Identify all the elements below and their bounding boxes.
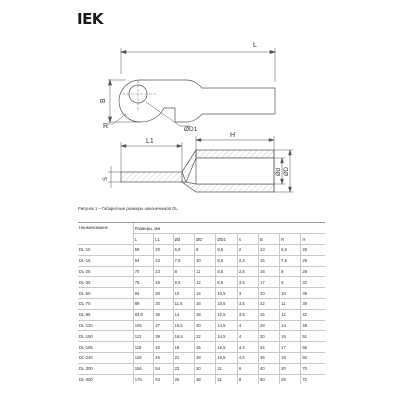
table-cell: 16 (259, 266, 280, 277)
column-header: H (301, 234, 325, 245)
table-cell: 40 (259, 363, 280, 374)
table-cell: 63 (154, 374, 173, 384)
table-cell: 21 (216, 374, 238, 384)
table-cell: 16 (195, 298, 216, 309)
table-cell: 156 (133, 363, 154, 374)
table-cell: 19 (173, 342, 194, 353)
table-cell: 10,5 (216, 288, 238, 299)
table-cell: 11,5 (173, 298, 194, 309)
row-name-cell: DL-240 (78, 352, 133, 363)
table-cell: 13 (259, 245, 280, 256)
table-cell: 59 (133, 245, 154, 256)
table-cell: 34 (259, 342, 280, 353)
table-cell: 12 (195, 277, 216, 288)
table-row (78, 352, 325, 363)
table-cell: 23 (154, 255, 173, 266)
table-cell: 42 (301, 309, 325, 320)
table-cell: 18 (195, 309, 216, 320)
table-row (78, 309, 325, 320)
table-row (78, 342, 325, 353)
table-cell: 8,5 (216, 277, 238, 288)
dim-label-D1: ØD1 (184, 126, 198, 133)
row-name-cell: DL-10 (78, 245, 133, 256)
table-cell: 40 (154, 342, 173, 353)
table-cell: 16,5 (216, 352, 238, 363)
table-cell: 4,4 (237, 342, 258, 353)
row-name-cell: DL-16 (78, 255, 133, 266)
table-cell: 7,5 (173, 255, 194, 266)
table-cell: 11 (195, 266, 216, 277)
dim-label-S: S (103, 176, 109, 181)
table-row (78, 298, 325, 309)
row-name-cell: DL-25 (78, 266, 133, 277)
dimensions-table (78, 222, 325, 384)
row-name-cell: DL-185 (78, 342, 133, 353)
table-cell: 12 (280, 309, 301, 320)
table-cell: 10 (280, 288, 301, 299)
table-cell: 15 (280, 331, 301, 342)
table-cell: 10,5 (216, 298, 238, 309)
table-cell: 22 (259, 298, 280, 309)
table-cell: 15,5 (173, 320, 194, 331)
table-cell: 30 (154, 288, 173, 299)
table-cell: 14 (173, 309, 194, 320)
table-cell: 38 (195, 374, 216, 384)
table-cell: 89 (133, 298, 154, 309)
table-cell: 8,5 (173, 277, 194, 288)
table-cell: 39 (154, 331, 173, 342)
table-cell: 30 (195, 363, 216, 374)
table-row (78, 320, 325, 331)
table-cell: 75 (133, 277, 154, 288)
table-cell: 105 (133, 320, 154, 331)
dim-label-L: L (253, 42, 257, 49)
table-row (78, 255, 325, 266)
table-cell: 16,5 (216, 342, 238, 353)
table-cell: 70 (301, 363, 325, 374)
table-cell: 8,5 (216, 245, 238, 256)
table-row (78, 363, 325, 374)
column-header: ØD1 (216, 234, 238, 245)
table-cell: 21 (173, 352, 194, 363)
table-cell: 3,5 (237, 277, 258, 288)
table-cell: 26 (173, 374, 194, 384)
table-cell: 4 (237, 331, 258, 342)
column-header: R (280, 234, 301, 245)
table-row (78, 277, 325, 288)
table-cell: 51 (301, 331, 325, 342)
row-name-cell: DL-35 (78, 277, 133, 288)
table-row (78, 331, 325, 342)
table-cell: 39 (301, 288, 325, 299)
column-header: B (259, 234, 280, 245)
table-row (78, 288, 325, 299)
table-cell: 3,5 (237, 309, 258, 320)
table-cell: 2,8 (237, 266, 258, 277)
table-cell: 8 (173, 266, 194, 277)
table-cell: 2,3 (237, 255, 258, 266)
dim-label-B: B (100, 98, 107, 103)
table-cell: 15 (259, 255, 280, 266)
table-cell: 4,6 (237, 352, 258, 363)
dims-header: Размеры, мм (133, 223, 325, 234)
table-cell: 25 (195, 342, 216, 353)
table-header-row (78, 223, 325, 234)
table-cell: 39 (301, 298, 325, 309)
table-cell: 175 (133, 374, 154, 384)
table-cell: 70 (133, 266, 154, 277)
table-cell: 6 (237, 363, 258, 374)
table-cell: 12,5 (216, 309, 238, 320)
table-cell: 36 (259, 352, 280, 363)
row-name-cell: DL-150 (78, 331, 133, 342)
dim-label-H: H (230, 132, 236, 139)
table-cell: 126 (133, 352, 154, 363)
column-header: s (237, 234, 258, 245)
table-cell: 20 (195, 320, 216, 331)
row-name-cell: DL-400 (78, 374, 133, 384)
column-header: ØD (195, 234, 216, 245)
table-cell: 17 (280, 342, 301, 353)
table-cell: 5,8 (173, 245, 194, 256)
table-cell: 22 (195, 331, 216, 342)
table-cell: 8,5 (216, 255, 238, 266)
table-cell: 32 (301, 277, 325, 288)
table-cell: 70 (301, 374, 325, 384)
column-header: L (133, 234, 154, 245)
table-cell: 36 (154, 309, 173, 320)
table-cell: 14,5 (216, 331, 238, 342)
column-header: L1 (154, 234, 173, 245)
table-row (78, 245, 325, 256)
table-cell: 29 (301, 266, 325, 277)
table-cell: 93,8 (133, 309, 154, 320)
column-header: Ød (173, 234, 194, 245)
table-cell: 30 (154, 298, 173, 309)
table-cell: 25 (259, 309, 280, 320)
table-cell: 14 (195, 288, 216, 299)
table-cell: 84 (133, 288, 154, 299)
row-name-cell: DL-50 (78, 288, 133, 299)
table-cell: 7,5 (280, 255, 301, 266)
table-cell: 2 (237, 245, 258, 256)
table-row (78, 266, 325, 277)
name-header: Наименование (78, 223, 133, 245)
table-cell: 23 (173, 363, 194, 374)
table-cell: 14,5 (216, 320, 238, 331)
table-cell: 4 (237, 320, 258, 331)
table-cell: 28 (195, 352, 216, 363)
figure-caption: Рисунок 1 – Габаритные размеры наконечников DL (78, 206, 178, 211)
table-cell: 20 (259, 288, 280, 299)
table-cell: 10 (173, 288, 194, 299)
table-cell: 113 (133, 331, 154, 342)
table-cell: 48 (301, 320, 325, 331)
dim-label-d: Ød (276, 167, 282, 176)
table-cell: 16,5 (173, 331, 194, 342)
table-cell: 3 (237, 288, 258, 299)
table-cell: 28 (259, 320, 280, 331)
table-row (78, 374, 325, 384)
table-cell: 8,5 (216, 266, 238, 277)
table-cell: 11 (280, 298, 301, 309)
table-cell: 118 (133, 342, 154, 353)
table-cell: 9 (280, 277, 301, 288)
table-cell: 64 (133, 255, 154, 266)
row-name-cell: DL-120 (78, 320, 133, 331)
table-cell: 20 (154, 245, 173, 256)
table-cell: 18 (280, 352, 301, 363)
table-cell: 28 (301, 245, 325, 256)
table-cell: 10 (195, 255, 216, 266)
table-cell: 45 (154, 352, 173, 363)
table-cell: 20 (280, 363, 301, 374)
table-cell: 17 (259, 277, 280, 288)
table-cell: 6,5 (280, 245, 301, 256)
dim-label-R: R (103, 123, 109, 130)
table-cell: 21 (216, 363, 238, 374)
row-name-cell: DL-70 (78, 298, 133, 309)
table-cell: 3,5 (237, 298, 258, 309)
table-cell: 23 (154, 266, 173, 277)
brand-logo-text: IEK (77, 10, 103, 28)
dim-label-D: ØD (284, 167, 290, 176)
table-cell: 9 (237, 374, 258, 384)
row-name-cell: DL-95 (78, 309, 133, 320)
table-cell: 8 (280, 266, 301, 277)
row-name-cell: DL-300 (78, 363, 133, 374)
table-cell: 14 (280, 320, 301, 331)
table-cell: 29 (301, 255, 325, 266)
table-cell: 30 (259, 331, 280, 342)
table-cell: 25 (280, 374, 301, 384)
dim-label-L1: L1 (146, 138, 154, 145)
table-cell: 25 (154, 277, 173, 288)
table-cell: 60 (301, 352, 325, 363)
table-cell: 54 (154, 363, 173, 374)
table-cell: 37 (154, 320, 173, 331)
table-cell: 56 (301, 342, 325, 353)
table-cell: 8 (195, 245, 216, 256)
table-cell: 50 (259, 374, 280, 384)
